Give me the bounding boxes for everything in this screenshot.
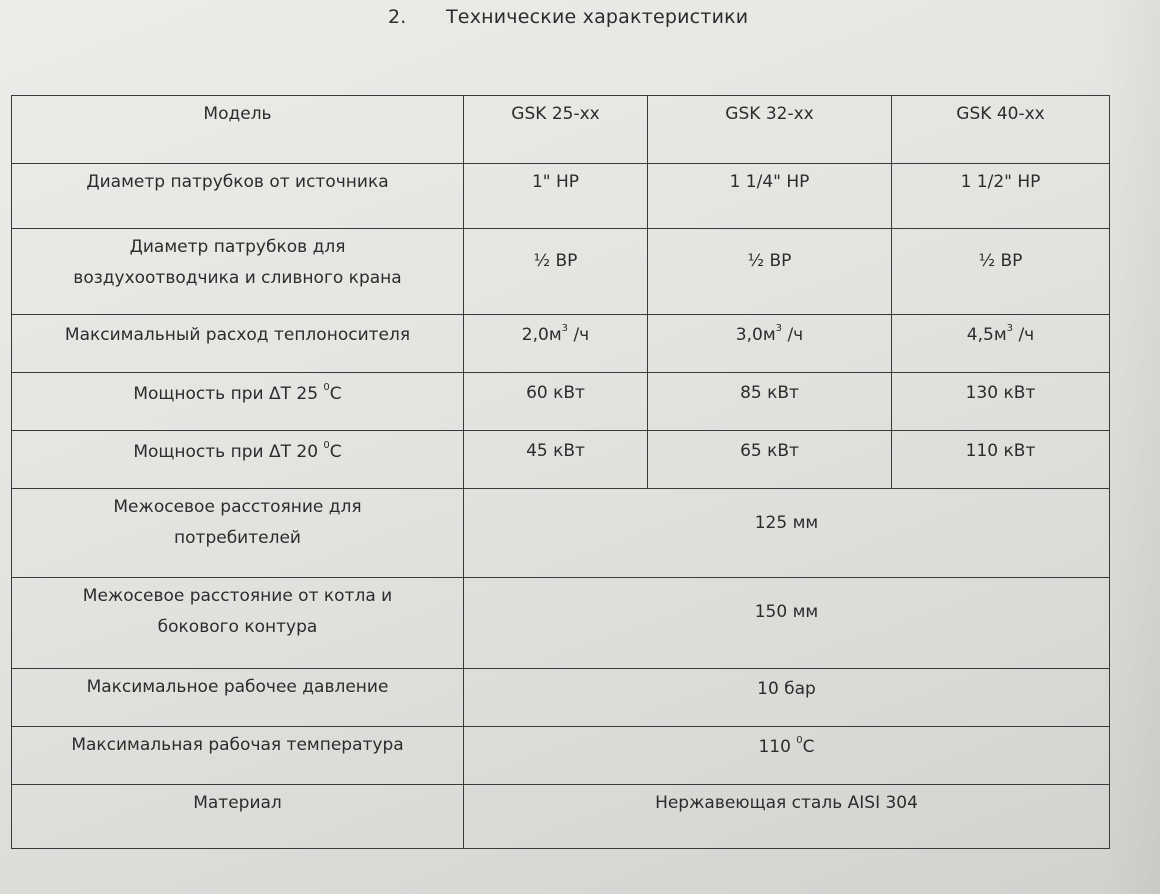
value-cell <box>892 229 1110 315</box>
header-label: Модель <box>203 104 272 124</box>
header-model-cell <box>648 96 892 164</box>
section-number: 2. <box>388 6 407 28</box>
row-label: Максимальный расход теплоносителя <box>64 325 411 345</box>
merged-value-cell <box>464 669 1110 727</box>
table-row <box>12 315 1110 373</box>
row-label-line: бокового контура <box>157 617 318 637</box>
row-label-cell <box>12 315 464 373</box>
row-label-cell <box>12 785 464 849</box>
merged-value-cell <box>464 727 1110 785</box>
header-model-cell <box>892 96 1110 164</box>
value-cell <box>464 315 648 373</box>
row-label-line: воздухоотводчика и сливного крана <box>73 268 402 288</box>
value-cell <box>648 164 892 229</box>
row-label-line: Межосевое расстояние от котла и <box>82 586 393 606</box>
cell-value: 110 $^0$С <box>758 735 815 757</box>
cell-value: 130 кВт <box>965 383 1036 403</box>
cell-value: 45 кВт <box>526 441 585 461</box>
value-cell <box>892 164 1110 229</box>
cell-value: 10 бар <box>757 679 816 699</box>
value-cell <box>648 431 892 489</box>
section-title: Технические характеристики <box>446 6 749 28</box>
table-row <box>12 164 1110 229</box>
row-label-line: потребителей <box>174 528 301 548</box>
cell-value: 1" НР <box>531 172 580 192</box>
table-row-header <box>12 96 1110 164</box>
merged-value-cell <box>464 489 1110 578</box>
row-label-cell <box>12 164 464 229</box>
cell-value: ½ ВР <box>533 251 578 271</box>
model-name: GSK 32-xx <box>725 104 814 124</box>
cell-value: 60 кВт <box>526 383 585 403</box>
value-cell <box>892 431 1110 489</box>
section-heading <box>388 6 748 28</box>
table-row <box>12 578 1110 669</box>
row-label-cell <box>12 373 464 431</box>
row-label-cell <box>12 431 464 489</box>
table-row <box>12 489 1110 578</box>
header-model-cell <box>464 96 648 164</box>
merged-value-cell <box>464 785 1110 849</box>
cell-value: 110 кВт <box>965 441 1036 461</box>
model-name: GSK 40-xx <box>956 104 1045 124</box>
row-label-line: Диаметр патрубков для <box>129 237 346 257</box>
value-cell <box>648 315 892 373</box>
cell-value: 65 кВт <box>740 441 799 461</box>
flow-value: $3,0м^3$ /ч <box>735 323 804 345</box>
table-row <box>12 727 1110 785</box>
table-row <box>12 669 1110 727</box>
merged-value-cell <box>464 578 1110 669</box>
row-label: Диаметр патрубков от источника <box>86 172 389 192</box>
value-cell <box>464 229 648 315</box>
value-cell <box>892 373 1110 431</box>
row-label: Мощность при ΔТ 20 $^0$С <box>133 440 342 462</box>
value-cell <box>648 373 892 431</box>
cell-value: ½ ВР <box>978 251 1023 271</box>
row-label-cell <box>12 578 464 669</box>
specs-table <box>11 95 1110 849</box>
row-label: Максимальное рабочее давление <box>86 677 389 697</box>
row-label-cell <box>12 727 464 785</box>
flow-value: $4,5м^3$ /ч <box>966 323 1035 345</box>
row-label: Мощность при ΔТ 25 $^0$С <box>133 382 342 404</box>
model-name: GSK 25-xx <box>511 104 600 124</box>
cell-value: 1 1/4" НР <box>729 172 810 192</box>
cell-value: Нержавеющая сталь AISI 304 <box>655 793 918 813</box>
table-row <box>12 373 1110 431</box>
value-cell <box>464 164 648 229</box>
cell-value: 150 мм <box>754 602 819 622</box>
table-row <box>12 229 1110 315</box>
row-label-cell <box>12 669 464 727</box>
cell-value: ½ ВР <box>747 251 792 271</box>
value-cell <box>892 315 1110 373</box>
value-cell <box>648 229 892 315</box>
value-cell <box>464 373 648 431</box>
row-label: Материал <box>193 793 282 813</box>
row-label-line: Межосевое расстояние для <box>113 497 362 517</box>
row-label: Максимальная рабочая температура <box>71 735 404 755</box>
table-row <box>12 785 1110 849</box>
cell-value: 85 кВт <box>740 383 799 403</box>
row-label-cell <box>12 489 464 578</box>
value-cell <box>464 431 648 489</box>
flow-value: $2,0м^3$ /ч <box>521 323 590 345</box>
header-label-cell <box>12 96 464 164</box>
table-row <box>12 431 1110 489</box>
row-label-cell <box>12 229 464 315</box>
cell-value: 125 мм <box>754 513 819 533</box>
cell-value: 1 1/2" НР <box>960 172 1041 192</box>
